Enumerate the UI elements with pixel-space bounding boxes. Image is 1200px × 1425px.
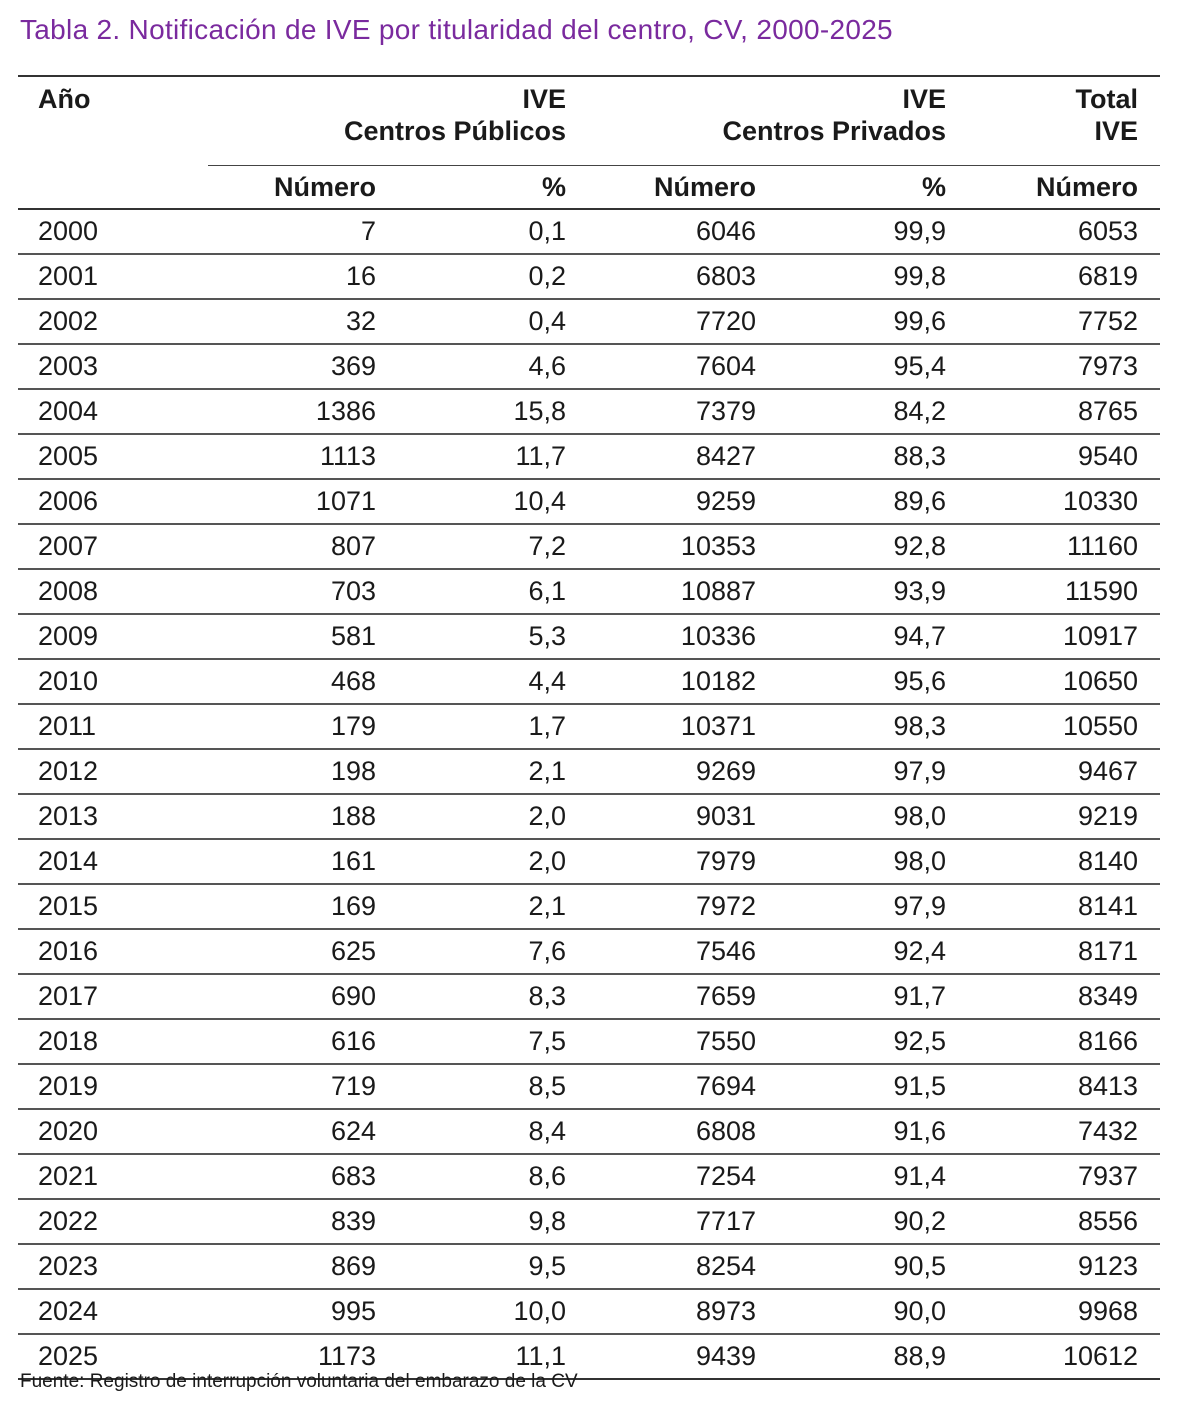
- privados-numero-cell: 7546: [588, 929, 778, 974]
- publicos-pct-cell: 2,1: [398, 749, 588, 794]
- year-cell: 2008: [18, 569, 208, 614]
- total-numero-cell: 8141: [968, 884, 1160, 929]
- year-cell: 2002: [18, 299, 208, 344]
- publicos-pct-cell: 7,5: [398, 1019, 588, 1064]
- publicos-numero-cell: 169: [208, 884, 398, 929]
- publicos-pct-cell: 0,2: [398, 254, 588, 299]
- table-row: [18, 479, 1160, 524]
- privados-pct-cell: 99,8: [778, 254, 968, 299]
- privados-pct-cell: 84,2: [778, 389, 968, 434]
- total-numero-cell: 9219: [968, 794, 1160, 839]
- total-numero-cell: 11590: [968, 569, 1160, 614]
- privados-numero-cell: 6046: [588, 209, 778, 254]
- total-numero-cell: 7432: [968, 1109, 1160, 1154]
- header-privados-pct: %: [778, 166, 968, 210]
- privados-pct-cell: 91,6: [778, 1109, 968, 1154]
- publicos-numero-cell: 16: [208, 254, 398, 299]
- table-row: [18, 659, 1160, 704]
- year-cell: 2005: [18, 434, 208, 479]
- publicos-numero-cell: 468: [208, 659, 398, 704]
- publicos-pct-cell: 8,5: [398, 1064, 588, 1109]
- total-numero-cell: 7937: [968, 1154, 1160, 1199]
- publicos-numero-cell: 624: [208, 1109, 398, 1154]
- total-numero-cell: 6819: [968, 254, 1160, 299]
- publicos-pct-cell: 2,1: [398, 884, 588, 929]
- table-row: [18, 974, 1160, 1019]
- publicos-numero-cell: 369: [208, 344, 398, 389]
- year-cell: 2016: [18, 929, 208, 974]
- privados-numero-cell: 9269: [588, 749, 778, 794]
- table-row: [18, 929, 1160, 974]
- header-total: [968, 76, 1160, 166]
- publicos-pct-cell: 9,8: [398, 1199, 588, 1244]
- total-numero-cell: 9123: [968, 1244, 1160, 1289]
- year-cell: 2014: [18, 839, 208, 884]
- privados-numero-cell: 9259: [588, 479, 778, 524]
- privados-numero-cell: 7659: [588, 974, 778, 1019]
- year-cell: 2022: [18, 1199, 208, 1244]
- table-row: [18, 299, 1160, 344]
- total-numero-cell: 9467: [968, 749, 1160, 794]
- year-cell: 2013: [18, 794, 208, 839]
- privados-numero-cell: 8973: [588, 1289, 778, 1334]
- table-row: [18, 1244, 1160, 1289]
- publicos-numero-cell: 625: [208, 929, 398, 974]
- table-row: [18, 749, 1160, 794]
- year-cell: 2020: [18, 1109, 208, 1154]
- privados-numero-cell: 7717: [588, 1199, 778, 1244]
- publicos-numero-cell: 1173: [208, 1334, 398, 1379]
- total-numero-cell: 10612: [968, 1334, 1160, 1379]
- privados-pct-cell: 95,6: [778, 659, 968, 704]
- privados-pct-cell: 90,2: [778, 1199, 968, 1244]
- header-row-1: [18, 76, 1160, 166]
- publicos-pct-cell: 7,2: [398, 524, 588, 569]
- header-privados-numero: Número: [588, 166, 778, 210]
- privados-numero-cell: 10182: [588, 659, 778, 704]
- privados-pct-cell: 88,9: [778, 1334, 968, 1379]
- publicos-pct-cell: 10,4: [398, 479, 588, 524]
- publicos-pct-cell: 9,5: [398, 1244, 588, 1289]
- privados-numero-cell: 10336: [588, 614, 778, 659]
- privados-numero-cell: 7720: [588, 299, 778, 344]
- privados-numero-cell: 10371: [588, 704, 778, 749]
- privados-numero-cell: 9031: [588, 794, 778, 839]
- privados-pct-cell: 97,9: [778, 884, 968, 929]
- privados-pct-cell: 95,4: [778, 344, 968, 389]
- publicos-numero-cell: 995: [208, 1289, 398, 1334]
- privados-pct-cell: 89,6: [778, 479, 968, 524]
- year-cell: 2010: [18, 659, 208, 704]
- header-blank: [18, 166, 208, 210]
- year-cell: 2018: [18, 1019, 208, 1064]
- header-anio: Año: [18, 76, 208, 166]
- publicos-numero-cell: 839: [208, 1199, 398, 1244]
- table-row: [18, 614, 1160, 659]
- publicos-numero-cell: 188: [208, 794, 398, 839]
- publicos-numero-cell: 1113: [208, 434, 398, 479]
- publicos-pct-cell: 2,0: [398, 794, 588, 839]
- year-cell: 2023: [18, 1244, 208, 1289]
- publicos-pct-cell: 0,4: [398, 299, 588, 344]
- privados-numero-cell: 8427: [588, 434, 778, 479]
- publicos-numero-cell: 581: [208, 614, 398, 659]
- header-publicos-line2: Centros Públicos: [343, 116, 567, 146]
- table-row: [18, 1289, 1160, 1334]
- total-numero-cell: 8413: [968, 1064, 1160, 1109]
- publicos-pct-cell: 10,0: [398, 1289, 588, 1334]
- privados-pct-cell: 97,9: [778, 749, 968, 794]
- total-numero-cell: 10917: [968, 614, 1160, 659]
- header-publicos-numero: Número: [208, 166, 398, 210]
- privados-pct-cell: 99,6: [778, 299, 968, 344]
- privados-numero-cell: 7550: [588, 1019, 778, 1064]
- total-numero-cell: 10550: [968, 704, 1160, 749]
- year-cell: 2003: [18, 344, 208, 389]
- publicos-pct-cell: 6,1: [398, 569, 588, 614]
- privados-pct-cell: 99,9: [778, 209, 968, 254]
- publicos-pct-cell: 5,3: [398, 614, 588, 659]
- publicos-numero-cell: 719: [208, 1064, 398, 1109]
- publicos-numero-cell: 683: [208, 1154, 398, 1199]
- year-cell: 2006: [18, 479, 208, 524]
- privados-numero-cell: 6808: [588, 1109, 778, 1154]
- privados-pct-cell: 93,9: [778, 569, 968, 614]
- publicos-numero-cell: 703: [208, 569, 398, 614]
- publicos-numero-cell: 198: [208, 749, 398, 794]
- total-numero-cell: 8556: [968, 1199, 1160, 1244]
- header-centros-privados: [588, 76, 968, 166]
- privados-numero-cell: 7604: [588, 344, 778, 389]
- total-numero-cell: 6053: [968, 209, 1160, 254]
- privados-pct-cell: 98,3: [778, 704, 968, 749]
- table-row: [18, 569, 1160, 614]
- publicos-pct-cell: 0,1: [398, 209, 588, 254]
- header-publicos-pct: %: [398, 166, 588, 210]
- total-numero-cell: 8349: [968, 974, 1160, 1019]
- privados-numero-cell: 10887: [588, 569, 778, 614]
- publicos-numero-cell: 616: [208, 1019, 398, 1064]
- privados-numero-cell: 7972: [588, 884, 778, 929]
- year-cell: 2011: [18, 704, 208, 749]
- publicos-numero-cell: 807: [208, 524, 398, 569]
- table-body: [18, 209, 1160, 1379]
- privados-pct-cell: 98,0: [778, 794, 968, 839]
- publicos-numero-cell: 179: [208, 704, 398, 749]
- year-cell: 2012: [18, 749, 208, 794]
- table-row: [18, 254, 1160, 299]
- source-note: Fuente: Registro de interrupción voluntaria del embarazo de la CV: [20, 1371, 578, 1392]
- total-numero-cell: 9540: [968, 434, 1160, 479]
- privados-numero-cell: 7979: [588, 839, 778, 884]
- publicos-pct-cell: 2,0: [398, 839, 588, 884]
- table-row: [18, 1199, 1160, 1244]
- publicos-pct-cell: 7,6: [398, 929, 588, 974]
- year-cell: 2001: [18, 254, 208, 299]
- publicos-numero-cell: 32: [208, 299, 398, 344]
- privados-numero-cell: 7254: [588, 1154, 778, 1199]
- privados-numero-cell: 10353: [588, 524, 778, 569]
- year-cell: 2019: [18, 1064, 208, 1109]
- privados-pct-cell: 92,4: [778, 929, 968, 974]
- total-numero-cell: 11160: [968, 524, 1160, 569]
- publicos-pct-cell: 4,6: [398, 344, 588, 389]
- header-total-line2: IVE: [1094, 116, 1139, 146]
- table-title: Tabla 2. Notificación de IVE por titularidad del centro, CV, 2000-2025: [20, 14, 893, 45]
- table-row: [18, 389, 1160, 434]
- publicos-pct-cell: 8,3: [398, 974, 588, 1019]
- publicos-numero-cell: 161: [208, 839, 398, 884]
- privados-numero-cell: 6803: [588, 254, 778, 299]
- table-row: [18, 1154, 1160, 1199]
- table-row: [18, 344, 1160, 389]
- year-cell: 2025: [18, 1334, 208, 1379]
- publicos-numero-cell: 1386: [208, 389, 398, 434]
- header-total-line1: Total: [1075, 84, 1139, 114]
- privados-pct-cell: 94,7: [778, 614, 968, 659]
- publicos-pct-cell: 11,7: [398, 434, 588, 479]
- year-cell: 2015: [18, 884, 208, 929]
- year-cell: 2000: [18, 209, 208, 254]
- total-numero-cell: 10650: [968, 659, 1160, 704]
- publicos-numero-cell: 1071: [208, 479, 398, 524]
- table-row: [18, 794, 1160, 839]
- total-numero-cell: 8171: [968, 929, 1160, 974]
- privados-pct-cell: 92,8: [778, 524, 968, 569]
- table-row: [18, 209, 1160, 254]
- year-cell: 2024: [18, 1289, 208, 1334]
- privados-pct-cell: 92,5: [778, 1019, 968, 1064]
- table-row: [18, 704, 1160, 749]
- publicos-pct-cell: 4,4: [398, 659, 588, 704]
- publicos-pct-cell: 15,8: [398, 389, 588, 434]
- privados-numero-cell: 8254: [588, 1244, 778, 1289]
- header-publicos-line1: IVE: [522, 84, 567, 114]
- privados-pct-cell: 91,7: [778, 974, 968, 1019]
- table-row: [18, 1109, 1160, 1154]
- privados-numero-cell: 9439: [588, 1334, 778, 1379]
- publicos-pct-cell: 1,7: [398, 704, 588, 749]
- publicos-numero-cell: 690: [208, 974, 398, 1019]
- privados-pct-cell: 90,0: [778, 1289, 968, 1334]
- table-row: [18, 839, 1160, 884]
- total-numero-cell: 10330: [968, 479, 1160, 524]
- table-row: [18, 434, 1160, 479]
- privados-pct-cell: 91,4: [778, 1154, 968, 1199]
- table-row: [18, 884, 1160, 929]
- total-numero-cell: 8765: [968, 389, 1160, 434]
- year-cell: 2004: [18, 389, 208, 434]
- total-numero-cell: 9968: [968, 1289, 1160, 1334]
- publicos-pct-cell: 8,6: [398, 1154, 588, 1199]
- ive-table: [18, 75, 1160, 1380]
- publicos-numero-cell: 7: [208, 209, 398, 254]
- year-cell: 2009: [18, 614, 208, 659]
- table-row: [18, 1019, 1160, 1064]
- header-centros-publicos: [208, 76, 588, 166]
- table-row: [18, 524, 1160, 569]
- header-total-numero: Número: [968, 166, 1160, 210]
- privados-numero-cell: 7694: [588, 1064, 778, 1109]
- total-numero-cell: 7973: [968, 344, 1160, 389]
- header-privados-line2: Centros Privados: [722, 116, 947, 146]
- total-numero-cell: 7752: [968, 299, 1160, 344]
- total-numero-cell: 8140: [968, 839, 1160, 884]
- privados-pct-cell: 98,0: [778, 839, 968, 884]
- privados-pct-cell: 88,3: [778, 434, 968, 479]
- year-cell: 2021: [18, 1154, 208, 1199]
- year-cell: 2017: [18, 974, 208, 1019]
- total-numero-cell: 8166: [968, 1019, 1160, 1064]
- privados-numero-cell: 7379: [588, 389, 778, 434]
- year-cell: 2007: [18, 524, 208, 569]
- table-row: [18, 1064, 1160, 1109]
- publicos-pct-cell: 8,4: [398, 1109, 588, 1154]
- header-row-2: [18, 166, 1160, 210]
- privados-pct-cell: 90,5: [778, 1244, 968, 1289]
- publicos-numero-cell: 869: [208, 1244, 398, 1289]
- publicos-pct-cell: 11,1: [398, 1334, 588, 1379]
- header-privados-line1: IVE: [902, 84, 947, 114]
- privados-pct-cell: 91,5: [778, 1064, 968, 1109]
